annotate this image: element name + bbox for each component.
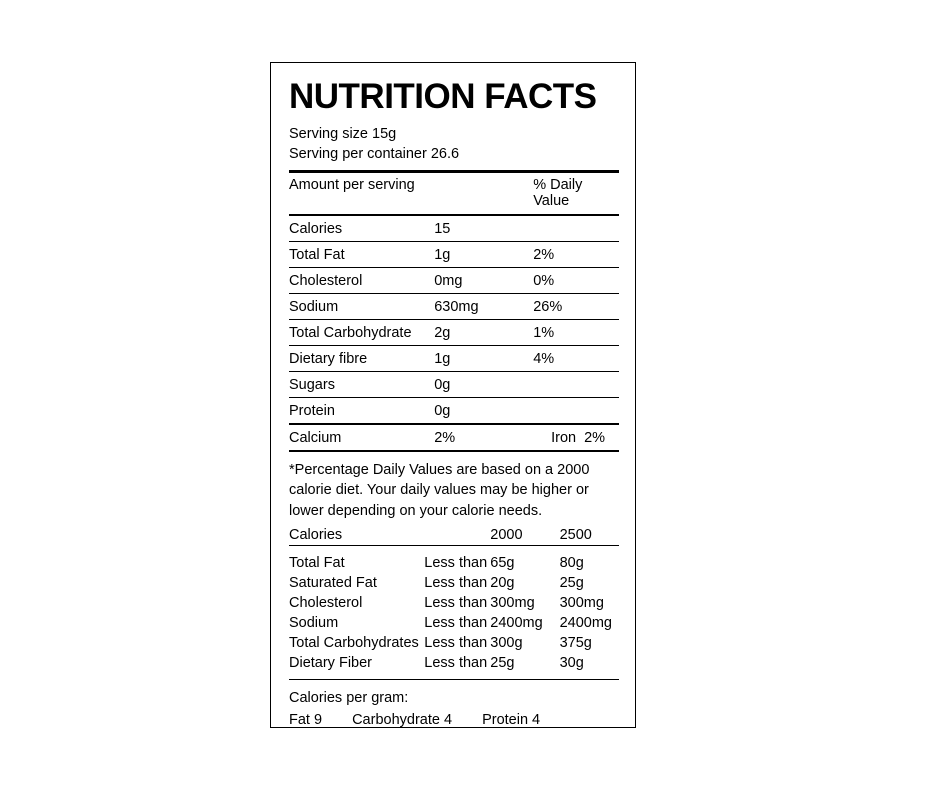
nutrient-amount: 630mg	[434, 293, 533, 319]
dv-row-qualifier: Less than	[424, 555, 488, 572]
dv-row-2500: 2400mg	[559, 615, 612, 632]
nutrient-amount: 1g	[434, 241, 533, 267]
nutrient-name: Sugars	[289, 371, 434, 397]
divider-above-calories-per-gram	[289, 679, 619, 680]
divider-under-minerals	[289, 450, 619, 452]
nutrient-name: Dietary fibre	[289, 345, 434, 371]
dv-col-2500-header: 2500	[559, 527, 592, 544]
table-row	[289, 216, 619, 242]
nutrient-name: Cholesterol	[289, 267, 434, 293]
table-row	[289, 553, 619, 573]
dv-row-2000: 2400mg	[490, 615, 543, 632]
dv-row-2500: 80g	[559, 555, 584, 572]
nutrient-dv: 26%	[533, 293, 619, 319]
dv-calories-label: Calories	[289, 527, 343, 544]
nutrient-amount: 0g	[434, 371, 533, 397]
table-row	[289, 573, 619, 593]
nutrient-name: Total Fat	[289, 241, 434, 267]
nutrition-facts-label	[270, 62, 636, 728]
nutrient-amount: 0mg	[434, 267, 533, 293]
dv-row-2000: 65g	[490, 555, 515, 572]
dv-row-name: Sodium	[289, 615, 339, 632]
dv-row-name: Dietary Fiber	[289, 655, 372, 672]
iron-label: Iron	[551, 429, 577, 446]
dv-row-2500: 300mg	[559, 595, 604, 612]
calories-per-gram-block	[289, 688, 619, 730]
page-title: NUTRITION FACTS	[289, 77, 597, 116]
dv-row-2500: 375g	[559, 635, 592, 652]
dv-row-2000: 300g	[490, 635, 523, 652]
table-row	[289, 593, 619, 613]
nutrient-dv: 0%	[533, 267, 619, 293]
header-spacer	[434, 173, 533, 214]
dv-row-qualifier: Less than	[424, 635, 488, 652]
nutrient-rows-table	[289, 216, 619, 423]
table-row	[289, 397, 619, 423]
table-row	[289, 425, 619, 450]
dv-header-row	[289, 525, 619, 545]
dv-row-2000: 20g	[490, 575, 515, 592]
nutrition-table-header-row	[289, 173, 619, 214]
table-row	[289, 371, 619, 397]
daily-value-footnote: *Percentage Daily Values are based on a 2000 calorie diet. Your daily values may be higher or lower depending on your calorie needs.	[289, 461, 590, 519]
iron-inner-table	[533, 430, 619, 446]
dv-row-name: Total Fat	[289, 555, 345, 572]
carbohydrate-calories: Carbohydrate 4	[352, 711, 453, 728]
daily-value-header: % Daily Value	[533, 176, 583, 209]
fat-calories: Fat 9	[289, 711, 323, 728]
nutrient-dv: 2%	[533, 241, 619, 267]
nutrient-name: Protein	[289, 397, 434, 423]
nutrient-name: Total Carbohydrate	[289, 319, 434, 345]
dv-row-2500: 25g	[559, 575, 584, 592]
iron-value: 2%	[584, 429, 606, 446]
daily-values-table	[289, 553, 619, 673]
calories-per-gram-values	[289, 710, 619, 731]
nutrient-dv	[533, 397, 619, 423]
table-row	[289, 653, 619, 673]
dv-header-spacer	[424, 525, 490, 545]
nutrient-dv: 1%	[533, 319, 619, 345]
dv-row-qualifier: Less than	[424, 575, 488, 592]
dv-row-name: Cholesterol	[289, 595, 363, 612]
dv-row-2500: 30g	[559, 655, 584, 672]
nutrient-name: Sodium	[289, 293, 434, 319]
dv-row-qualifier: Less than	[424, 655, 488, 672]
calcium-value: 2%	[434, 429, 456, 446]
iron-cell	[533, 425, 619, 450]
dv-row-qualifier: Less than	[424, 595, 488, 612]
protein-calories: Protein 4	[482, 711, 541, 728]
minerals-table	[289, 425, 619, 450]
daily-values-header-table	[289, 525, 619, 545]
table-row	[289, 633, 619, 653]
dv-row-name: Total Carbohydrates	[289, 635, 419, 652]
calories-per-gram-heading: Calories per gram:	[289, 690, 409, 707]
table-row	[289, 613, 619, 633]
serving-size-line: Serving size 15g	[289, 125, 397, 142]
nutrient-amount: 2g	[434, 319, 533, 345]
dv-col-2000-header: 2000	[490, 527, 523, 544]
nutrient-name: Calories	[289, 220, 343, 237]
dv-row-2000: 25g	[490, 655, 515, 672]
nutrient-amount: 0g	[434, 397, 533, 423]
nutrient-dv	[533, 371, 619, 397]
calcium-label: Calcium	[289, 429, 342, 446]
dv-row-qualifier: Less than	[424, 615, 488, 632]
table-row	[289, 267, 619, 293]
table-row	[289, 319, 619, 345]
table-row	[289, 293, 619, 319]
table-row	[289, 241, 619, 267]
nutrient-amount: 1g	[434, 345, 533, 371]
serving-per-container-line: Serving per container 26.6	[289, 145, 460, 162]
amount-per-serving-header: Amount per serving	[289, 176, 415, 193]
nutrient-dv: 4%	[533, 345, 619, 371]
nutrient-amount: 15	[434, 220, 451, 237]
dv-row-name: Saturated Fat	[289, 575, 377, 592]
nutrient-dv	[533, 216, 619, 242]
nutrition-table	[289, 173, 619, 214]
table-row	[289, 345, 619, 371]
dv-row-2000: 300mg	[490, 595, 535, 612]
label-content	[289, 79, 619, 731]
